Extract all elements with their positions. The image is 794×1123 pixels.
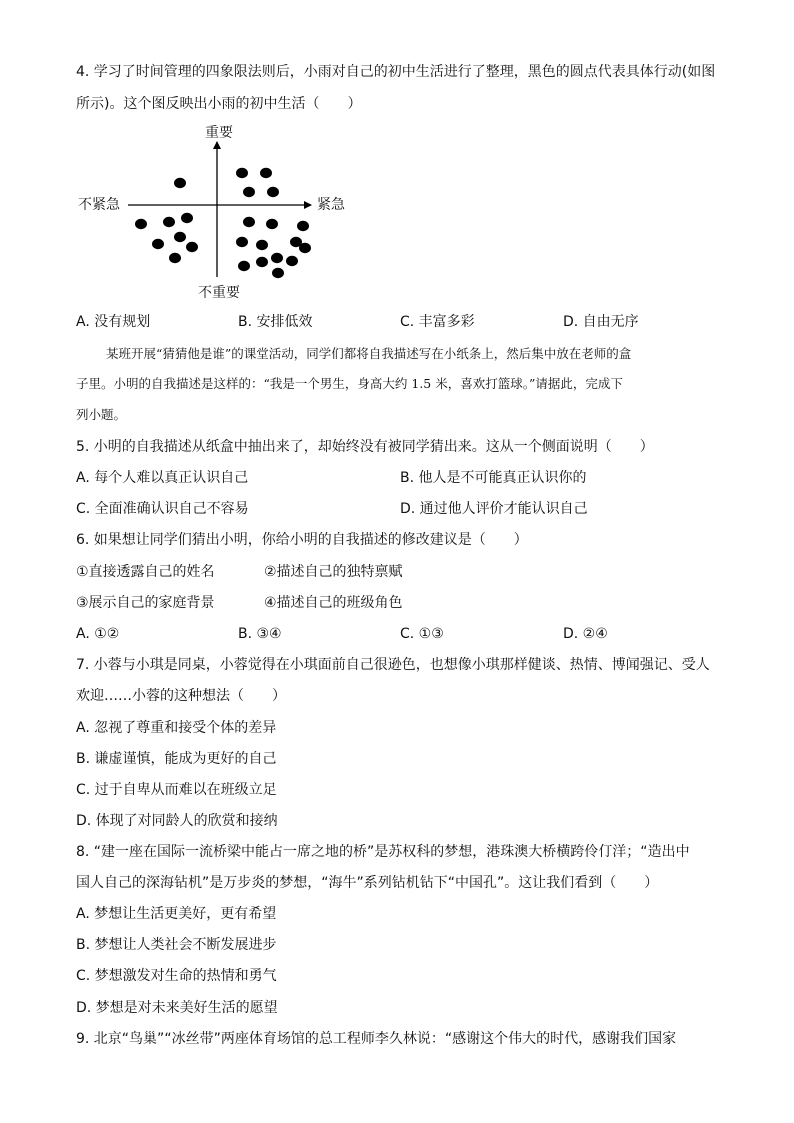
action-dot — [186, 242, 198, 252]
action-dot — [236, 237, 248, 247]
action-dot — [163, 217, 175, 227]
action-dot — [267, 187, 279, 197]
question-4-option-c[interactable]: C. 丰富多彩 — [400, 314, 475, 330]
action-dots — [135, 168, 311, 278]
question-4-option-d[interactable]: D. 自由无序 — [563, 314, 639, 330]
question-8-option-b[interactable]: B. 梦想让人类社会不断发展进步 — [76, 937, 277, 953]
question-4-option-a[interactable]: A. 没有规划 — [76, 314, 151, 330]
action-dot — [271, 253, 283, 263]
action-dot — [243, 217, 255, 227]
question-5-option-b[interactable]: B. 他人是不可能真正认识你的 — [400, 470, 587, 486]
question-7-stem-line-1: 7. 小蓉与小琪是同桌，小蓉觉得在小琪面前自己很逊色，也想像小琪那样健谈、热情、博闻强记、受人 — [76, 657, 710, 673]
action-dot — [272, 268, 284, 278]
question-6-option-c[interactable]: C. ①③ — [400, 626, 444, 642]
question-5-option-d[interactable]: D. 通过他人评价才能认识自己 — [400, 501, 588, 517]
action-dot — [256, 257, 268, 267]
question-6-option-a[interactable]: A. ①② — [76, 626, 120, 642]
question-8-stem-line-2: 国人自己的深海钻机”是万步炎的梦想，“海牛”系列钻机钻下“中国孔”。这让我们看到（ ） — [76, 875, 659, 891]
question-7-option-b[interactable]: B. 谦虚谨慎，能成为更好的自己 — [76, 751, 277, 767]
question-5-stem: 5. 小明的自我描述从纸盒中抽出来了，却始终没有被同学猜出来。这从一个侧面说明（ ） — [76, 439, 654, 455]
question-9-stem-line-1: 9. 北京“鸟巢”“冰丝带”两座体育场馆的总工程师李久林说：“感谢这个伟大的时代，感谢我们国家 — [76, 1031, 677, 1047]
action-dot — [181, 213, 193, 223]
question-6-item-3: ③展示自己的家庭背景 — [76, 595, 215, 611]
material-line-2: 子里。小明的自我描述是这样的：“我是一个男生，身高大约 1.5 米，喜欢打篮球。”请据此，完成下 — [76, 376, 623, 391]
question-7-option-a[interactable]: A. 忽视了尊重和接受个体的差异 — [76, 720, 277, 736]
action-dot — [169, 253, 181, 263]
action-dot — [297, 221, 309, 231]
axis-label-urgent: 紧急 — [317, 197, 345, 213]
question-6-option-b[interactable]: B. ③④ — [238, 626, 282, 642]
question-8-option-d[interactable]: D. 梦想是对未来美好生活的愿望 — [76, 1000, 278, 1016]
question-8-option-a[interactable]: A. 梦想让生活更美好，更有希望 — [76, 906, 277, 922]
question-7-stem-line-2: 欢迎……小蓉的这种想法（ ） — [76, 688, 286, 704]
action-dot — [266, 219, 278, 229]
question-5-option-c[interactable]: C. 全面准确认识自己不容易 — [76, 501, 249, 517]
action-dot — [299, 243, 311, 253]
material-line-3: 列小题。 — [76, 407, 127, 422]
question-4-stem-line-2: 所示)。这个图反映出小雨的初中生活（ ） — [76, 96, 362, 112]
action-dot — [152, 239, 164, 249]
material-line-1: 某班开展“猜猜他是谁”的课堂活动，同学们都将自我描述写在小纸条上，然后集中放在老师的盒 — [106, 346, 632, 361]
question-6-stem: 6. 如果想让同学们猜出小明，你给小明的自我描述的修改建议是（ ） — [76, 532, 528, 548]
question-8-stem-line-1: 8. “建一座在国际一流桥梁中能占一席之地的桥”是苏权科的梦想，港珠澳大桥横跨伶仃洋；“造出中 — [76, 844, 690, 860]
axis-label-not-urgent: 不紧急 — [78, 197, 120, 213]
question-7-option-d[interactable]: D. 体现了对同龄人的欣赏和接纳 — [76, 813, 278, 829]
question-6-item-1: ①直接透露自己的姓名 — [76, 564, 215, 580]
question-8-option-c[interactable]: C. 梦想激发对生命的热情和勇气 — [76, 968, 277, 984]
action-dot — [260, 168, 272, 178]
axis-label-not-important: 不重要 — [198, 285, 240, 301]
question-6-item-4: ④描述自己的班级角色 — [264, 595, 403, 611]
question-7-option-c[interactable]: C. 过于自卑从而难以在班级立足 — [76, 782, 277, 798]
question-6-option-d[interactable]: D. ②④ — [563, 626, 608, 642]
action-dot — [236, 168, 248, 178]
axis-label-important: 重要 — [205, 125, 233, 141]
action-dot — [286, 256, 298, 266]
question-4-stem-line-1: 4. 学习了时间管理的四象限法则后，小雨对自己的初中生活进行了整理，黑色的圆点代表具体行动(如图 — [76, 64, 716, 80]
action-dot — [135, 219, 147, 229]
question-5-option-a[interactable]: A. 每个人难以真正认识自己 — [76, 470, 249, 486]
question-6-item-2: ②描述自己的独特禀赋 — [264, 564, 403, 580]
action-dot — [243, 187, 255, 197]
action-dot — [174, 232, 186, 242]
action-dot — [238, 261, 250, 271]
question-4-option-b[interactable]: B. 安排低效 — [238, 314, 313, 330]
action-dot — [256, 240, 268, 250]
action-dot — [174, 178, 186, 188]
